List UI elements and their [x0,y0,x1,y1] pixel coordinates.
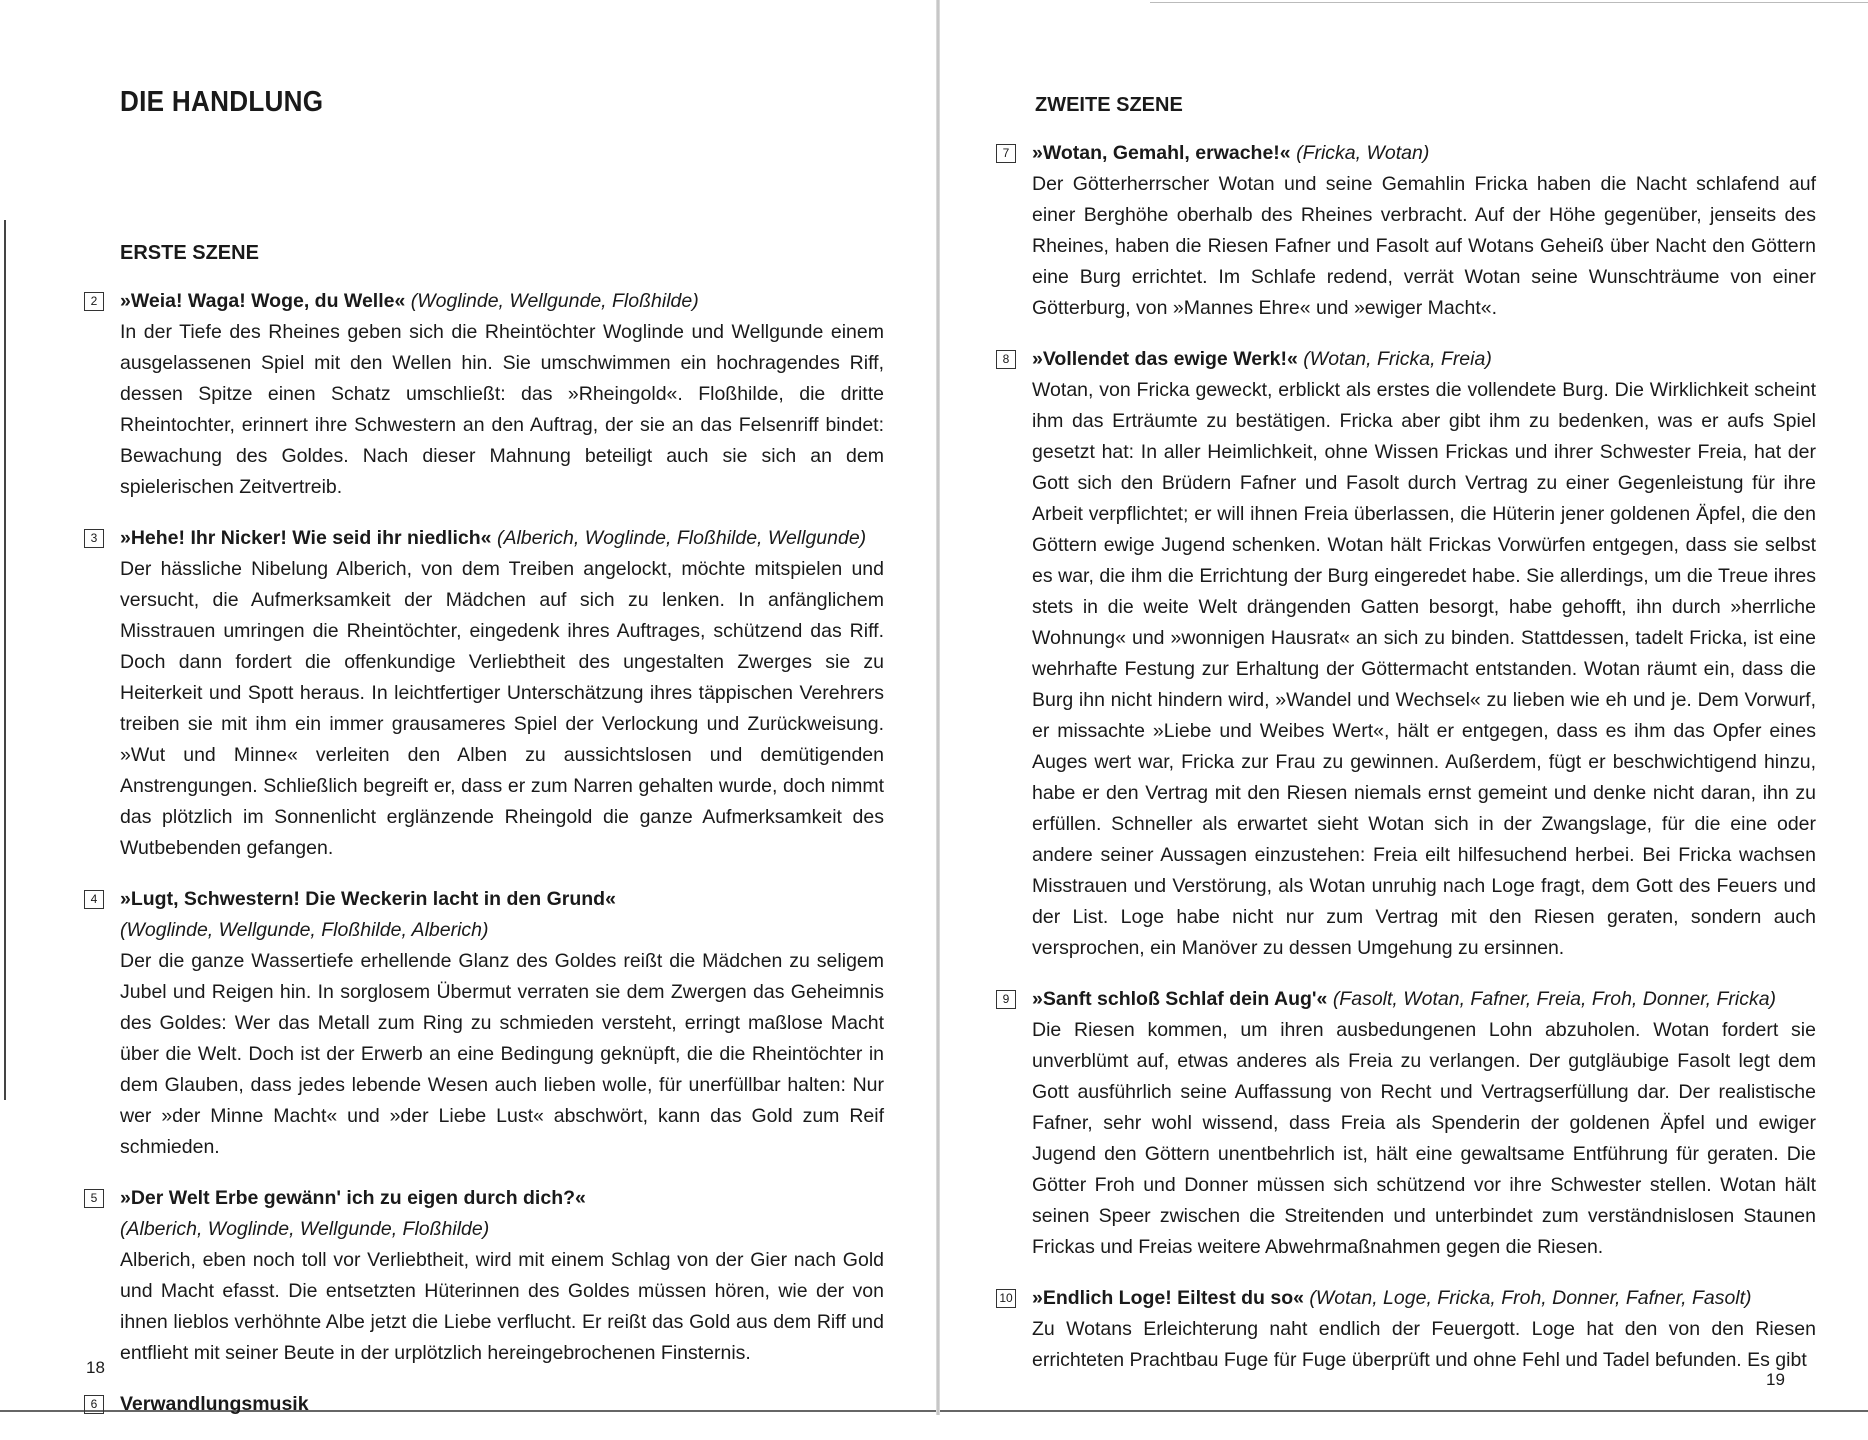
track-title: Verwandlungsmusik [120,1393,309,1415]
page-title: DIE HANDLUNG [120,86,324,118]
track-number: 7 [996,144,1016,163]
track-number: 4 [84,890,104,909]
page-number: 18 [86,1358,105,1377]
track-description: In der Tiefe des Rheines geben sich die Rheintöchter Woglinde und Wellgunde einem ausgelassenen Spiel mit den Wellen hin. Sie umschwimmen ein hochragendes Riff, dessen Spitze einen Schatz umschließt: das »Rheingold«. Floßhilde, die dritte Rheintochter, erinnert ihre Schwestern an den Auftrag, der sie an das Felsenriff bindet: Bewachung des Goldes. Nach dieser Mahnung beteiligt auch sie sich an dem spielerischen Zeitvertreib. [120,321,884,498]
track-description: Der die ganze Wassertiefe erhellende Glanz des Goldes reißt die Mädchen zu seligem Jubel und Reigen hin. In sorglosem Übermut verraten sie dem Zwergen das Geheimnis des Goldes: Wer das Metall zum Ring zu schmieden versteht, erringt maßlose Macht über die Welt. Doch ist der Erwerb an eine Bedingung geknüpft, die die Rheintöchter in dem Glauben, dass jedes lebende Wesen auch lieben wolle, für unerfüllbar halten: Nur wer »der Minne Macht« und »der Liebe Lust« abschwört, kann das Gold zum Reif schmieden. [120,950,884,1158]
track-title: »Wotan, Gemahl, erwache!« [1032,142,1291,164]
track-paragraph [1032,984,1816,1263]
track-number: 8 [996,350,1016,369]
track-roles: (Woglinde, Wellgunde, Floßhilde, Alberich) [120,919,489,941]
track-paragraph [120,1389,884,1420]
track-number: 5 [84,1189,104,1208]
track-entry [84,1389,884,1420]
track-description: Zu Wotans Erleichterung naht endlich der Feuergott. Loge hat den von den Riesen errichteten Prachtbau Fuge für Fuge überprüft und ohne Fehl und Tadel befunden. Es gibt [1032,1318,1816,1371]
track-roles: (Fasolt, Wotan, Fafner, Freia, Froh, Donner, Fricka) [1332,988,1777,1010]
track-paragraph [1032,344,1816,964]
track-description: Die Riesen kommen, um ihren ausbedungenen Lohn abzuholen. Wotan fordert sie unverblümt auf, etwas anderes als Freia zu verlangen. Der gutgläubige Fasolt legt dem Gott ausführlich seine Auffassung von Recht und Vertragserfüllung dar. Der realistische Fafner, sehr wohl wissend, dass Freia als Spenderin der goldenen Äpfel und ewiger Jugend den Göttern unentbehrlich ist, hält eine gewaltsame Entführung für geraten. Die Götter Froh und Donner müssen sich schützend vor ihre Schwester stellen. Wotan hält seinen Speer zwischen die Streitenden und unterbindet zum verständnislosen Staunen Frickas und Freias weitere Abwehrmaßnahmen gegen die Riesen. [1032,1019,1816,1258]
track-roles: (Woglinde, Wellgunde, Floßhilde) [410,290,699,312]
track-number: 6 [84,1395,104,1414]
track-roles: (Fricka, Wotan) [1296,142,1430,164]
track-title: »Lugt, Schwestern! Die Weckerin lacht in den Grund« [120,888,616,910]
track-entry [996,344,1816,964]
track-entry [84,523,884,864]
track-paragraph [120,884,884,1163]
track-roles: (Alberich, Woglinde, Wellgunde, Floßhilde) [120,1218,490,1240]
track-paragraph [120,286,884,503]
right-page [940,0,1868,1415]
track-title: »Endlich Loge! Eiltest du so« [1032,1287,1304,1309]
track-paragraph [120,1183,884,1369]
track-paragraph [1032,138,1816,324]
track-roles: (Wotan, Fricka, Freia) [1303,348,1492,370]
scene-heading: ZWEITE SZENE [1035,94,1183,116]
track-roles: (Wotan, Loge, Fricka, Froh, Donner, Fafner, Fasolt) [1309,1287,1752,1309]
track-description: Alberich, eben noch toll vor Verliebtheit, wird mit einem Schlag von der Gier nach Gold und Macht efasst. Die entsetzten Hüterinnen des Goldes müssen hören, wie der von ihnen lieblos verhöhnte Albe jetzt die Liebe verflucht. Er reißt das Gold aus dem Riff und entflieht mit seiner Beute in der urplötzlich hereingebrochenen Finsternis. [120,1249,884,1364]
track-title: »Sanft schloß Schlaf dein Aug'« [1032,988,1328,1010]
track-title: »Weia! Waga! Woge, du Welle« [120,290,406,312]
track-description: Wotan, von Fricka geweckt, erblickt als erstes die vollendete Burg. Die Wirklichkeit scheint ihm das Erträumte zu bestätigen. Fricka aber gibt ihm zu bedenken, was er aufs Spiel gesetzt hat: In aller Heimlichkeit, ohne Wissen Frickas und ihrer Schwester Freia, hat der Gott sich den Brüdern Fafner und Fasolt durch Vertrag zu einer Gegenleistung für ihre Arbeit verpflichtet; er will ihnen Freia überlassen, die Hüterin jener goldenen Äpfel, die den Göttern ewige Jugend schenken. Wotan hält Frickas Vorwürfen entgegen, dass sie selbst es war, die ihm die Errichtung der Burg eingeredet habe. Sie allerdings, um die Treue ihres stets in die weite Welt drängenden Gatten besorgt, habe gehofft, ihn durch »herrliche Wohnung« und »wonnigen Hausrat« an sich zu binden. Stattdessen, tadelt Fricka, ist eine wehrhafte Festung zur Erhaltung der Göttermacht entstanden. Wotan räumt ein, dass die Burg ihn nicht hindern wird, »Wandel und Wechsel« zu lieben wie eh und je. Dem Vorwurf, er missachte »Liebe und Weibes Wert«, hält er entgegen, dass es ihm das Opfer eines Auges wert war, Fricka zur Frau zu gewinnen. Außerdem, fügt er beschwichtigend hinzu, habe er den Vertrag mit den Riesen niemals ernst gemeint und denke nicht daran, ihn zu erfüllen. Schneller als erwartet sieht Wotan sich in der Zwangslage, für die eine oder andere seiner Aussagen einzustehen: Freia eilt hilfesuchend herbei. Bei Fricka wachsen Misstrauen und Verstörung, als Wotan unruhig nach Loge fragt, dem Gott des Feuers und der List. Loge habe nicht nur zum Vertrag mit den Riesen geraten, sondern auch versprochen, ein Manöver zu dessen Umgehung zu ersinnen. [1032,379,1816,959]
track-number: 10 [996,1289,1016,1308]
page-number: 19 [1766,1370,1785,1389]
track-entry [84,1183,884,1369]
track-entry [84,286,884,503]
left-page [0,0,936,1415]
synopsis-column [84,286,884,1440]
track-number: 2 [84,292,104,311]
track-entry [996,984,1816,1263]
track-number: 3 [84,529,104,548]
track-number: 9 [996,990,1016,1009]
synopsis-column [996,138,1816,1396]
track-entry [996,138,1816,324]
scene-heading: ERSTE SZENE [120,242,259,264]
track-title: »Vollendet das ewige Werk!« [1032,348,1298,370]
track-title: »Der Welt Erbe gewänn' ich zu eigen durch dich?« [120,1187,586,1209]
track-roles: (Alberich, Woglinde, Floßhilde, Wellgunde) [496,527,867,549]
track-paragraph [1032,1283,1816,1376]
track-description: Der Götterherrscher Wotan und seine Gemahlin Fricka haben die Nacht schlafend auf einer Berghöhe oberhalb des Rheines verbracht. Auf der Höhe gegenüber, jenseits des Rheines, haben die Riesen Fafner und Fasolt auf Wotans Geheiß über Nacht den Göttern eine Burg errichtet. Im Schlafe redend, verrät Wotan seine Wunschträume von einer Götterburg, von »Mannes Ehre« und »ewiger Macht«. [1032,173,1816,319]
track-description: Der hässliche Nibelung Alberich, von dem Treiben angelockt, möchte mitspielen und versucht, die Aufmerksamkeit der Mädchen auf sich zu lenken. In anfänglichem Misstrauen umringen die Rheintöchter, eingedenk ihres Auftrages, schützend das Riff. Doch dann fordert die offenkundige Verliebtheit des ungestalten Zwerges sie zu Heiterkeit und Spott heraus. In leichtfertiger Unterschätzung ihres täppischen Verehrers treiben sie mit ihm ein immer grausameres Spiel der Verlockung und Zurückweisung. »Wut und Minne« verleiten den Alben zu aussichtslosen und demütigenden Anstrengungen. Schließlich begreift er, dass er zum Narren gehalten wurde, doch nimmt das plötzlich im Sonnenlicht erglänzende Rheingold die ganze Aufmerksamkeit des Wutbebenden gefangen. [120,558,884,859]
track-title: »Hehe! Ihr Nicker! Wie seid ihr niedlich« [120,527,492,549]
track-entry [996,1283,1816,1376]
track-paragraph [120,523,884,864]
track-entry [84,884,884,1163]
